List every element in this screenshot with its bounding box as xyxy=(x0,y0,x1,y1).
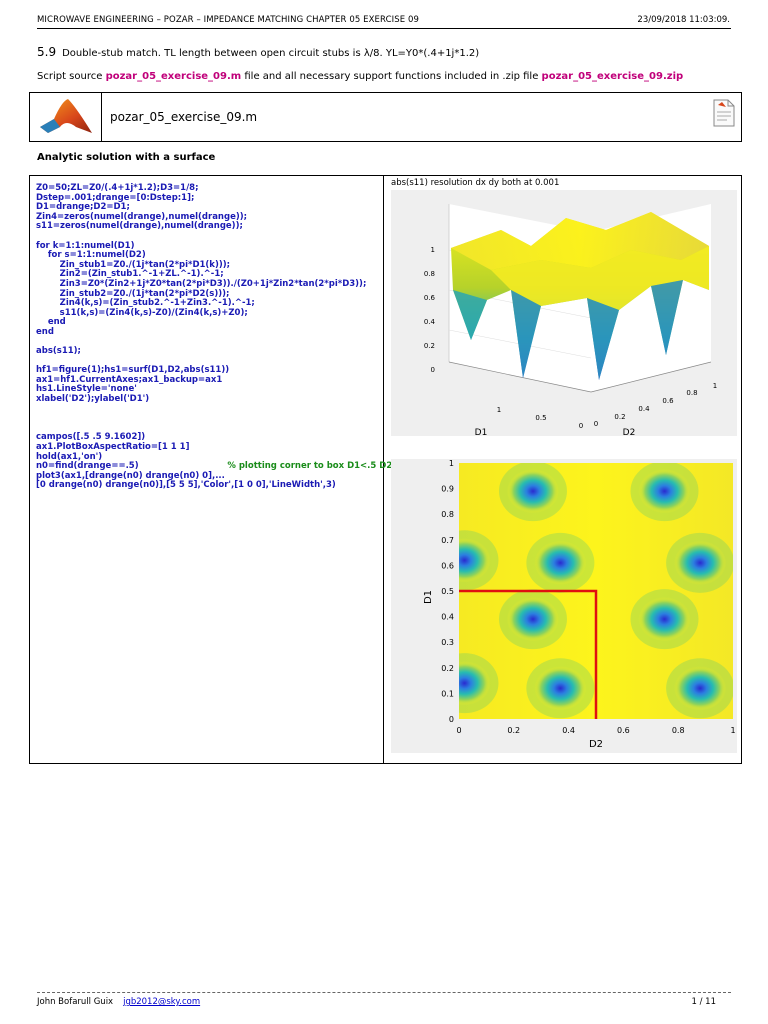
heatmap-minimum xyxy=(639,597,691,641)
z-tick-label: 1 xyxy=(430,246,435,254)
surface-d1-label: D1 xyxy=(474,428,488,436)
footer-author xyxy=(37,997,200,1007)
heatmap-y-tick: 0.6 xyxy=(441,561,454,571)
page-header-date: 23/09/2018 11:03:09. xyxy=(637,15,730,25)
heatmap-x-tick: 0.2 xyxy=(507,726,521,735)
file-header-divider xyxy=(101,93,102,141)
source-line xyxy=(37,71,683,82)
z-tick-label: 0.8 xyxy=(423,270,435,278)
d2-tick-label: 0.8 xyxy=(686,389,698,397)
author-email-link[interactable]: jgb2012@sky.com xyxy=(123,997,201,1007)
heatmap-minimum xyxy=(674,541,726,585)
heatmap-minimum xyxy=(507,469,559,513)
heatmap-y-tick: 0.4 xyxy=(441,612,454,622)
heatmap-y-tick: 0.2 xyxy=(441,663,454,673)
heatmap-y-tick: 1 xyxy=(448,459,454,468)
z-tick-label: 0.4 xyxy=(423,318,435,326)
header-rule xyxy=(37,28,731,29)
surface-plot xyxy=(391,190,737,436)
author-name: John Bofarull Guix xyxy=(37,997,114,1007)
matlab-code-listing xyxy=(36,183,409,491)
d2-tick-label: 0.6 xyxy=(662,397,674,405)
z-tick-label: 0 xyxy=(430,366,435,374)
page-number: 1 / 11 xyxy=(691,997,716,1007)
heatmap-minimum xyxy=(438,535,490,582)
heatmap-plot xyxy=(391,459,737,753)
script-file-name: pozar_05_exercise_09.m xyxy=(110,110,258,124)
script-file-link[interactable]: pozar_05_exercise_09.m xyxy=(105,71,242,82)
code-and-plots-table xyxy=(29,175,742,764)
problem-number: 5.9 xyxy=(37,45,57,59)
source-prefix: Script source xyxy=(37,71,106,82)
heatmap-y-tick: 0.3 xyxy=(441,638,454,648)
heatmap-x-tick: 0.4 xyxy=(562,726,575,735)
document-icon xyxy=(713,99,735,127)
matlab-logo-icon xyxy=(36,97,96,137)
heatmap-x-tick: 1 xyxy=(730,726,736,735)
heatmap-y-tick: 0.8 xyxy=(441,510,454,520)
heatmap-x-tick: 0 xyxy=(456,726,462,735)
script-file-header xyxy=(29,92,742,142)
heatmap-y-tick: 0.5 xyxy=(441,587,454,596)
heatmap-y-tick: 0.7 xyxy=(441,535,454,545)
heatmap-minimum xyxy=(674,666,726,710)
surface-plot-title: abs(s11) resolution dx dy both at 0.001 xyxy=(391,178,560,188)
section-title: Analytic solution with a surface xyxy=(37,152,216,163)
d1-tick-label: 0 xyxy=(578,422,584,430)
heatmap-y-tick: 0.1 xyxy=(441,689,454,699)
page-header-title: MICROWAVE ENGINEERING – POZAR – IMPEDANCE MATCHING CHAPTER 05 EXERCISE 09 xyxy=(37,15,420,25)
z-tick-label: 0.2 xyxy=(423,342,435,350)
heatmap-y-tick: 0.9 xyxy=(441,484,454,494)
heatmap-x-tick: 0.6 xyxy=(617,726,630,735)
heatmap-xlabel: D2 xyxy=(588,739,604,750)
d1-tick-label: 1 xyxy=(496,406,502,414)
problem-statement xyxy=(37,45,479,59)
d2-tick-label: 0.2 xyxy=(614,413,626,421)
heatmap-x-tick: 0.8 xyxy=(671,726,685,735)
source-middle: file and all necessary support functions included in .zip file xyxy=(241,71,542,82)
code-block-1: Z0=50;ZL=Z0/(.4+1j*1.2);D3=1/8; Dstep=.001;drange=[0:Dstep:1]; D1=drange;D2=D1; Zin4=zeros(numel(drange),numel(drange)); s11=zeros(numel(drange),numel(drange)); for k=1:1:numel(D1) for s=1:1:numel(D2) Zin_stub1=Z0./(1j*tan(2*pi*D1(k))); Zin2=(Zin_stub1.^-1+ZL.^-1).^-1; Zin3=Z0*(Zin2+1j*Z0*tan(2*pi*D3))./(Z0+1j*Zin2*tan(2*pi*D3)); Zin_stub2=Z0./(1j*tan(2*pi*D2(s))); Zin4(k,s)=(Zin_stub2.^-1+Zin3.^-1).^-1; s11(k,s)=(Zin4(k,s)-Z0)/(Zin4(k,s)+Z0); end end abs(s11); hf1=figure(1);hs1=surf(D1,D2,abs(s11)) ax1=hf1.CurrentAxes;ax1_backup=ax1 hs1.LineStyle='none' xlabel('D2');ylabel('D1') campos([.5 .5 9.1602]) ax1.PlotBoxAspectRatio=[1 1 1] hold(ax1,'on') n0=find(drange==.5) xyxy=(36,183,367,472)
problem-text: Double-stub match. TL length between open circuit stubs is λ/8. YL=Y0*(.4+1j*1.2) xyxy=(62,48,480,59)
z-tick-label: 0.6 xyxy=(423,294,435,302)
zip-file-link[interactable]: pozar_05_exercise_09.zip xyxy=(541,71,684,82)
d2-tick-label: 1 xyxy=(712,382,718,390)
surface-d2-label: D2 xyxy=(622,428,636,436)
heatmap-minimum xyxy=(507,597,559,641)
code-comment: % plotting corner to box D1<.5 D2<.5 xyxy=(227,461,409,472)
heatmap-ylabel: D1 xyxy=(423,589,434,605)
d2-tick-label: 0 xyxy=(593,420,599,428)
footer-rule xyxy=(37,992,731,993)
d2-tick-label: 0.4 xyxy=(638,405,650,413)
heatmap-y-tick: 0 xyxy=(448,715,454,724)
d1-tick-label: 0.5 xyxy=(535,414,547,422)
code-block-2: plot3(ax1,[drange(n0) drange(n0) 0],... [0 drange(n0) drange(n0)],[5 5 5],'Color',[1 0 0],'LineWidth',3) xyxy=(36,470,336,491)
heatmap-minimum xyxy=(639,469,691,513)
heatmap-minimum xyxy=(534,666,586,710)
heatmap-minimum xyxy=(534,541,586,585)
